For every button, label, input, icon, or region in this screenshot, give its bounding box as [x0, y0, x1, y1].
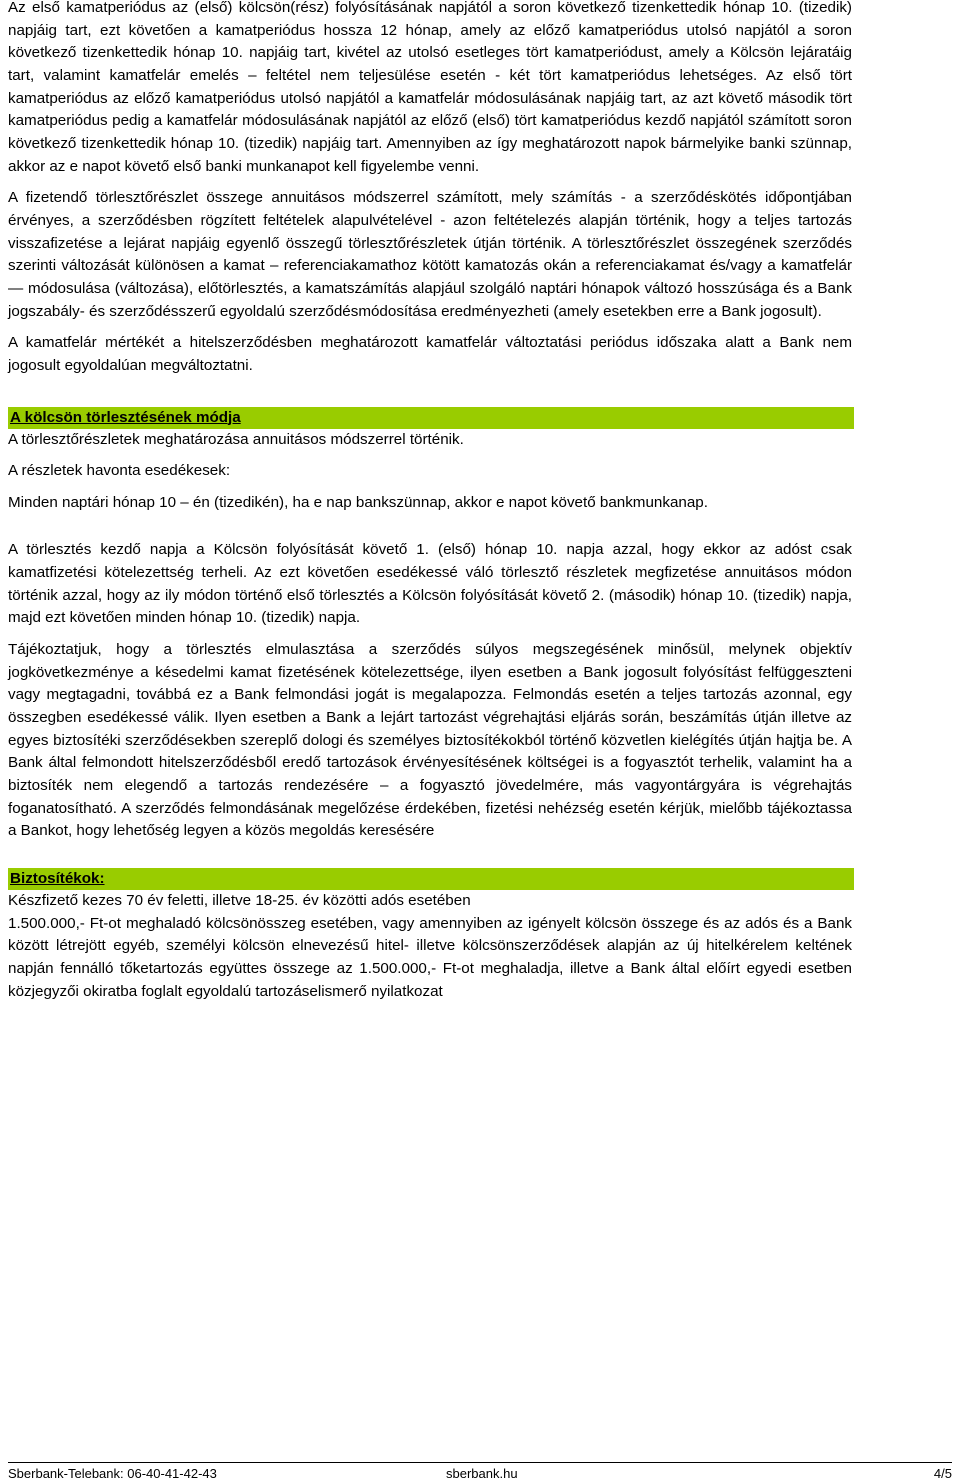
paragraph-first-repayment: A törlesztés kezdő napja a Kölcsön folyósítását követő 1. (első) hónap 10. napja azzal, hogy ekkor az adóst csak kamatfizetési kötelezettség terheli. Az ezt követően esedékessé váló törlesztő részletek megfizetése annuitásos módon történik azzal, hogy az ily módon történő első törlesztés a Kölcsön folyósítását követő 2. (második) hónap 10. (tizedik) napja, majd ezt követően minden hónap 10. (tizedik) napja.: [8, 541, 852, 627]
paragraph-margin-change: A kamatfelár mértékét a hitelszerződésben meghatározott kamatfelár változtatási periódus időszaka alatt a Bank nem jogosult egyoldalúan megváltoztatni.: [8, 334, 852, 374]
paragraph-notarial-deed: 1.500.000,- Ft-ot meghaladó kölcsönösszeg esetében, vagy amennyiben az igényelt kölcsön összege és az adós és a Bank között létrejött egyéb, személyi kölcsön elnevezésű hitel- illetve kölcsönszerződések alapján az új hitelkérelem keltének napján fennálló tőketartozás együttes összege az 1.500.000,- Ft-ot meghaladja, illetve a Bank által előírt egyedi esetben közjegyzői okiratba foglalt egyoldalú tartozáselismerő nyilatkozat: [8, 914, 852, 1000]
repayment-method-text: A törlesztőrészletek meghatározása annuitásos módszerrel történik.: [8, 430, 464, 448]
installments-due-label: A részletek havonta esedékesek:: [8, 462, 231, 480]
footer-page-number: 4/5: [933, 1466, 952, 1481]
footer-telebank: Sberbank-Telebank: 06-40-41-42-43: [8, 1466, 217, 1481]
footer-website: sberbank.hu: [446, 1466, 518, 1481]
paragraph-interest-period: Az első kamatperiódus az (első) kölcsön(rész) folyósításának napjától a soron következő tizenkettedik hónap 10. (tizedik) napjáig tart, ezt követően a kamatperiódus hossza 12 hónap, amely az előző kamatperiódus utolsó napjától a soron következő tizenkettedik hónap 10. napjáig tart, kivétel az utolsó esetleges tört kamatperiódust, amely a Kölcsön lejáratáig tart, valamint kamatfelár emelés – feltétel nem teljesülése esetén - két tört kamatperiódus lehetséges. Az első tört kamatperiódus az előző kamatperiódus utolsó napjától a kamatfelár módosulásának napjáig tart, az azt követő második tört kamatperiódus pedig a kamatfelár módosulásának napjától az előző (első) tört kamatperiódus kezdő napjától számított soron következő tizenkettedik hónap 10. (tizedik) napjáig tart. Amennyiben az így meghatározott napok bármelyike banki szünnap, akkor az e napot követő első banki munkanapot kell figyelembe venni.: [8, 0, 852, 175]
section-heading-repayment: A kölcsön törlesztésének módja: [8, 407, 854, 429]
page-footer: [8, 1462, 952, 1481]
section-heading-collateral: Biztosítékok:: [8, 868, 854, 890]
paragraph-default-consequences: Tájékoztatjuk, hogy a törlesztés elmulasztása a szerződés súlyos megszegésének minősül, melynek objektív jogkövetkezménye a késedelmi kamat fizetésének kötelezettsége, ilyen esetben a Bank jogosult folyósítást felfüggeszteni vagy megtagadni, továbbá ez a Bank felmondási jogát is megalapozza. Felmondás esetén a teljes tartozás azonnal, egy összegben esedékessé válik. Ilyen esetben a Bank a lejárt tartozást végrehajtási eljárás során, beszámítás útján illetve az egyes biztosítéki szerződésekben szereplő dologi és személyes biztosítékokból történő közvetlen kielégítés útján hajtja be. A Bank által felmondott hitelszerződésből eredő tartozások érvényesítésének költségei is a fogyasztót terhelik, valamint ha a biztosíték nem elegendő a tartozás rendezésére – a fogyasztó jövedelmére, más vagyontárgyára is végrehajtás foganatosítható. A szerződés felmondásának megelőzése érdekében, fizetési nehézség esetén kérjük, mielőbb tájékoztassa a Bankot, hogy lehetőség legyen a közös megoldás keresésére: [8, 641, 852, 840]
guarantor-text: Készfizető kezes 70 év feletti, illetve 18-25. év közötti adós esetében: [8, 892, 471, 909]
document-page: [8, 0, 852, 1003]
installments-due-day: Minden naptári hónap 10 – én (tizedikén), ha e nap bankszünnap, akkor e napot követő bankmunkanap.: [8, 493, 708, 511]
paragraph-installment-amount: A fizetendő törlesztőrészlet összege annuitásos módszerrel számított, mely számítás - a szerződéskötés időpontjában érvényes, a szerződésben rögzített feltételek alapulvételével - azon feltételezés alapján történik, hogy a teljes tartozás visszafizetése a lejárat napjáig egyenlő összegű törlesztőrészletek útján történik. A törlesztőrészlet összegének szerződés szerinti változását különösen a kamat – referenciakamathoz kötött kamatozás okán a referenciakamat és/vagy a kamatfelár — módosulása (változása), előtörlesztés, a kamatszámítás alapjául szolgáló naptári hónapok változó hosszúsága és a Bank jogszabály- és szerződésszerű egyoldalú szerződésmódosítása eredményezheti (amely esetekben erre a Bank jogosult).: [8, 189, 852, 320]
